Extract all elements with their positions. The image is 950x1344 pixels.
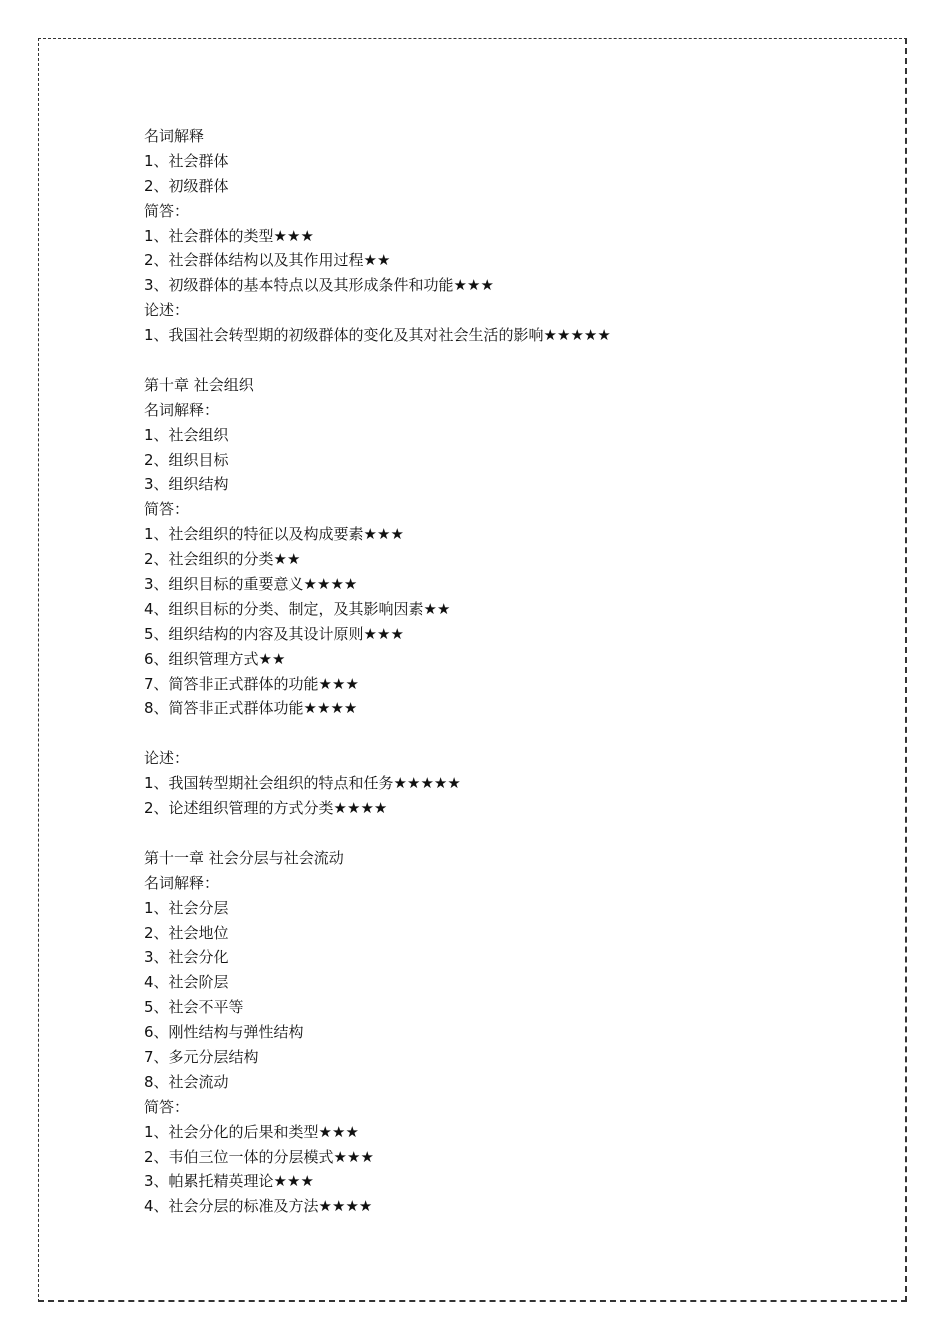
term-item: 5、社会不平等 [144,998,244,1017]
spacer [144,348,844,373]
question-item: 7、简答非正式群体的功能★★★ [144,674,359,693]
question-item: 3、组织目标的重要意义★★★★ [144,575,358,594]
term-item: 1、社会群体 [144,151,229,170]
term-item: 3、组织结构 [144,475,229,494]
term-item: 2、社会地位 [144,923,229,942]
question-item: 1、我国社会转型期的初级群体的变化及其对社会生活的影响★★★★★ [144,326,611,345]
subsection-heading: 简答： [144,1097,190,1116]
question-item: 8、简答非正式群体功能★★★★ [144,699,358,718]
term-item: 2、初级群体 [144,176,229,195]
term-item: 7、多元分层结构 [144,1047,259,1066]
section-chapter-11 [144,846,844,1219]
subsection-heading: 名词解释： [144,400,220,419]
question-item: 5、组织结构的内容及其设计原则★★★ [144,624,404,643]
document-body [144,124,844,1219]
question-item: 1、我国转型期社会组织的特点和任务★★★★★ [144,774,461,793]
term-item: 1、社会分层 [144,898,229,917]
question-item: 2、韦伯三位一体的分层模式★★★ [144,1147,374,1166]
question-item: 1、社会群体的类型★★★ [144,226,314,245]
question-item: 3、帕累托精英理论★★★ [144,1172,314,1191]
subsection-heading: 论述： [144,749,190,768]
section-chapter-10 [144,373,844,721]
subsection-heading: 名词解释： [144,873,220,892]
question-item: 6、组织管理方式★★ [144,649,286,668]
section-social-groups [144,124,844,348]
term-item: 4、社会阶层 [144,973,229,992]
term-item: 1、社会组织 [144,425,229,444]
section-chapter-10-essay [144,746,844,821]
term-item: 8、社会流动 [144,1072,229,1091]
question-item: 2、社会群体结构以及其作用过程★★ [144,251,391,270]
question-item: 4、社会分层的标准及方法★★★★ [144,1197,373,1216]
question-item: 4、组织目标的分类、制定，及其影响因素★★ [144,599,451,618]
chapter-title: 第十一章 社会分层与社会流动 [144,848,344,867]
term-item: 2、组织目标 [144,450,229,469]
subsection-heading: 简答： [144,201,190,220]
term-item: 6、刚性结构与弹性结构 [144,1023,304,1042]
question-item: 2、论述组织管理的方式分类★★★★ [144,799,388,818]
question-item: 1、社会组织的特征以及构成要素★★★ [144,525,404,544]
section-heading: 名词解释 [144,127,205,145]
question-item: 3、初级群体的基本特点以及其形成条件和功能★★★ [144,276,494,295]
question-item: 2、社会组织的分类★★ [144,550,301,569]
chapter-title: 第十章 社会组织 [144,375,254,394]
subsection-heading: 论述： [144,301,190,320]
spacer [144,721,844,746]
spacer [144,821,844,846]
question-item: 1、社会分化的后果和类型★★★ [144,1122,359,1141]
term-item: 3、社会分化 [144,948,229,967]
subsection-heading: 简答： [144,500,190,519]
